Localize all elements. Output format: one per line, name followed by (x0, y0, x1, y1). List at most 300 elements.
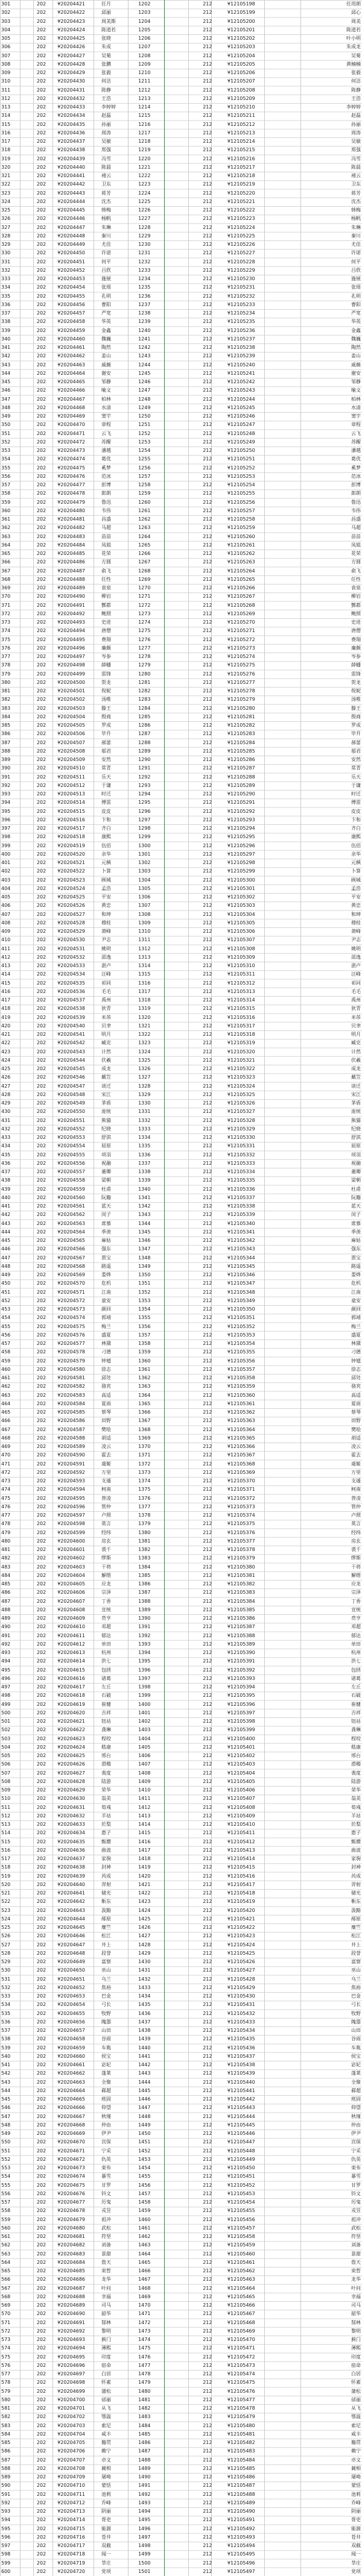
blank-cell[interactable] (176, 1923, 202, 1932)
row-number-cell[interactable]: 540 (1, 2053, 11, 2059)
parent-name-cell[interactable]: 郁达 (351, 1632, 361, 1638)
record-code-cell[interactable]: ¥12105310 (227, 963, 255, 968)
blank-cell[interactable] (283, 2456, 322, 2465)
blank-cell[interactable] (176, 1503, 202, 1511)
row-number-cell[interactable]: 414 (1, 971, 11, 977)
record-code-cell[interactable]: ¥12105295 (227, 834, 255, 840)
table-row[interactable] (0, 1889, 362, 1898)
group-code-cell[interactable]: 212 (203, 44, 212, 50)
class-code-cell[interactable]: 202 (36, 645, 46, 651)
class-code-cell[interactable]: 202 (36, 697, 46, 703)
row-number-cell[interactable]: 396 (1, 816, 11, 823)
blank-cell[interactable] (21, 1348, 36, 1356)
group-code-cell[interactable]: 212 (203, 791, 212, 797)
record-code-cell[interactable]: ¥12105402 (227, 1753, 255, 1758)
group-code-cell[interactable]: 212 (203, 929, 212, 934)
table-row[interactable] (0, 2293, 362, 2301)
blank-cell[interactable] (283, 2001, 322, 2009)
student-name-cell[interactable]: 符坚 (101, 2234, 112, 2239)
blank-cell[interactable] (176, 2413, 202, 2421)
student-name-cell[interactable]: 邱处 (101, 1375, 112, 1380)
blank-cell[interactable] (176, 1451, 202, 1459)
parent-name-cell[interactable]: 羊祜 (351, 1813, 361, 1819)
row-number-cell[interactable]: 352 (1, 439, 11, 445)
table-row[interactable] (0, 2155, 362, 2164)
blank-cell[interactable] (283, 1846, 322, 1855)
group-code-cell[interactable]: 212 (203, 456, 212, 462)
record-code-cell[interactable]: ¥12105479 (227, 2414, 255, 2420)
room-number-cell[interactable]: 1277 (138, 645, 151, 651)
record-code-cell[interactable]: ¥12105444 (227, 2113, 255, 2119)
blank-cell[interactable] (283, 1254, 322, 1262)
blank-cell[interactable] (176, 627, 202, 635)
parent-name-cell[interactable]: 邓超 (351, 1624, 361, 1630)
record-code-cell[interactable]: ¥12105335 (227, 1177, 255, 1183)
blank-cell[interactable] (283, 1623, 322, 1631)
table-row[interactable] (0, 541, 362, 550)
table-row[interactable] (0, 1863, 362, 1872)
record-code-cell[interactable]: ¥12105323 (227, 1074, 255, 1080)
student-id-cell[interactable]: ¥20204686 (57, 2277, 85, 2283)
table-row[interactable] (0, 34, 362, 43)
room-number-cell[interactable]: 1257 (138, 473, 151, 479)
student-id-cell[interactable]: ¥20204592 (57, 1469, 85, 1475)
class-code-cell[interactable]: 202 (36, 1727, 46, 1733)
blank-cell[interactable] (21, 678, 36, 687)
record-code-cell[interactable]: ¥12105256 (227, 499, 255, 505)
blank-cell[interactable] (176, 850, 202, 859)
table-row[interactable] (0, 2413, 362, 2421)
room-number-cell[interactable]: 1246 (138, 379, 151, 384)
student-name-cell[interactable]: 胥吏 (101, 2517, 112, 2523)
blank-cell[interactable] (283, 103, 322, 111)
student-id-cell[interactable]: ¥20204576 (57, 1332, 85, 1338)
blank-cell[interactable] (176, 1185, 202, 1194)
student-name-cell[interactable]: 曲波 (101, 1847, 112, 1853)
row-number-cell[interactable]: 345 (1, 379, 11, 384)
student-id-cell[interactable]: ¥20204446 (57, 216, 85, 222)
student-name-cell[interactable]: 栾布 (101, 2165, 112, 2170)
parent-name-cell[interactable]: 凌云 (351, 1444, 361, 1449)
blank-cell[interactable] (21, 2542, 36, 2550)
group-code-cell[interactable]: 212 (203, 267, 212, 273)
class-code-cell[interactable]: 202 (36, 250, 46, 256)
class-code-cell[interactable]: 202 (36, 1435, 46, 1441)
table-row[interactable] (0, 790, 362, 798)
student-id-cell[interactable]: ¥20204513 (57, 791, 85, 797)
group-code-cell[interactable]: 212 (203, 2509, 212, 2514)
parent-name-cell[interactable]: 云飞 (351, 430, 361, 436)
group-code-cell[interactable]: 212 (203, 533, 212, 539)
blank-cell[interactable] (283, 1915, 322, 1923)
parent-name-cell[interactable]: 范冰 (351, 473, 361, 479)
room-number-cell[interactable]: 1309 (138, 920, 151, 926)
parent-name-cell[interactable]: 乐天 (351, 774, 361, 780)
student-name-cell[interactable]: 严宽 (101, 310, 112, 316)
student-name-cell[interactable]: 鲁迅 (101, 499, 112, 505)
row-number-cell[interactable]: 545 (1, 2096, 11, 2102)
blank-cell[interactable] (21, 34, 36, 43)
blank-cell[interactable] (283, 1546, 322, 1554)
blank-cell[interactable] (283, 352, 322, 360)
student-name-cell[interactable]: 车胤 (101, 2045, 112, 2051)
blank-cell[interactable] (283, 34, 322, 43)
room-number-cell[interactable]: 1318 (138, 997, 151, 1003)
student-name-cell[interactable]: 隗嚣 (101, 2019, 112, 2025)
blank-cell[interactable] (283, 962, 322, 970)
row-number-cell[interactable]: 355 (1, 465, 11, 471)
record-code-cell[interactable]: ¥12105351 (227, 1315, 255, 1321)
blank-cell[interactable] (283, 1408, 322, 1417)
blank-cell[interactable] (176, 2404, 202, 2413)
table-row[interactable] (0, 1623, 362, 1631)
record-code-cell[interactable]: ¥12105468 (227, 2319, 255, 2325)
student-name-cell[interactable]: 束晳 (101, 2268, 112, 2274)
student-name-cell[interactable]: 钟馗 (101, 1358, 112, 1364)
blank-cell[interactable] (21, 550, 36, 558)
row-number-cell[interactable]: 360 (1, 507, 11, 513)
blank-cell[interactable] (283, 970, 322, 979)
group-code-cell[interactable]: 212 (203, 2002, 212, 2008)
group-code-cell[interactable]: 212 (203, 439, 212, 445)
room-number-cell[interactable]: 1486 (138, 2440, 151, 2445)
blank-cell[interactable] (283, 309, 322, 318)
blank-cell[interactable] (176, 1700, 202, 1709)
student-id-cell[interactable]: ¥20204458 (57, 319, 85, 325)
record-code-cell[interactable]: ¥12105397 (227, 1709, 255, 1716)
group-code-cell[interactable]: 212 (203, 1160, 212, 1166)
student-id-cell[interactable]: ¥20204425 (57, 36, 85, 41)
class-code-cell[interactable]: 202 (36, 1040, 46, 1046)
parent-name-cell[interactable]: 金鑫 (351, 327, 361, 333)
blank-cell[interactable] (21, 386, 36, 395)
room-number-cell[interactable]: 1478 (138, 2371, 151, 2377)
parent-name-cell[interactable]: 卫东 (351, 181, 361, 187)
blank-cell[interactable] (176, 2010, 202, 2018)
class-code-cell[interactable]: 202 (36, 1426, 46, 1432)
room-number-cell[interactable]: 1263 (138, 525, 151, 531)
blank-cell[interactable] (283, 1572, 322, 1580)
room-number-cell[interactable]: 1430 (138, 1959, 151, 1964)
blank-cell[interactable] (176, 2061, 202, 2069)
blank-cell[interactable] (21, 2370, 36, 2378)
record-code-cell[interactable]: ¥12105280 (227, 705, 255, 711)
parent-name-cell[interactable]: 房玄 (351, 1538, 361, 1544)
group-code-cell[interactable]: 212 (203, 2122, 212, 2128)
parent-name-cell[interactable]: 秦川 (351, 233, 361, 239)
blank-cell[interactable] (176, 481, 202, 489)
student-name-cell[interactable]: 蔺相 (101, 2465, 112, 2471)
row-number-cell[interactable]: 390 (1, 765, 11, 771)
student-id-cell[interactable]: ¥20204478 (57, 490, 85, 497)
table-row[interactable] (0, 1220, 362, 1228)
room-number-cell[interactable]: 1384 (138, 1564, 151, 1570)
student-name-cell[interactable]: 方圆 (101, 559, 112, 565)
parent-name-cell[interactable]: 封神 (351, 1864, 361, 1870)
student-name-cell[interactable]: 梁朝 (101, 1177, 112, 1183)
student-id-cell[interactable]: ¥20204710 (57, 2483, 85, 2489)
student-id-cell[interactable]: ¥20204549 (57, 1100, 85, 1106)
table-row[interactable] (0, 1185, 362, 1194)
student-name-cell[interactable]: 张瑶 (101, 284, 112, 290)
blank-cell[interactable] (176, 2439, 202, 2447)
blank-cell[interactable] (176, 2319, 202, 2327)
group-code-cell[interactable]: 212 (203, 731, 212, 737)
blank-cell[interactable] (176, 1794, 202, 1803)
parent-name-cell[interactable]: 戚薇 (351, 362, 361, 368)
parent-name-cell[interactable]: 贺龙 (351, 679, 361, 685)
group-code-cell[interactable]: 212 (203, 1847, 212, 1853)
table-row[interactable] (0, 309, 362, 318)
blank-cell[interactable] (176, 1572, 202, 1580)
class-code-cell[interactable]: 202 (36, 860, 46, 865)
blank-cell[interactable] (176, 1855, 202, 1863)
parent-name-cell[interactable]: 胥吏 (351, 2517, 361, 2523)
student-name-cell[interactable]: 廉颇 (101, 645, 112, 651)
blank-cell[interactable] (21, 2095, 36, 2104)
class-code-cell[interactable]: 202 (36, 937, 46, 943)
row-number-cell[interactable]: 439 (1, 1186, 11, 1192)
room-number-cell[interactable]: 1333 (138, 1126, 151, 1132)
table-row[interactable] (0, 575, 362, 584)
blank-cell[interactable] (21, 567, 36, 575)
group-code-cell[interactable]: 212 (203, 173, 212, 178)
group-code-cell[interactable]: 212 (203, 971, 212, 977)
room-number-cell[interactable]: 1338 (138, 1169, 151, 1174)
class-code-cell[interactable]: 202 (36, 1632, 46, 1638)
blank-cell[interactable] (176, 2456, 202, 2465)
record-code-cell[interactable]: ¥12105465 (227, 2293, 255, 2299)
group-code-cell[interactable]: 212 (203, 722, 212, 728)
blank-cell[interactable] (21, 1975, 36, 1984)
group-code-cell[interactable]: 212 (203, 988, 212, 994)
class-code-cell[interactable]: 202 (36, 1813, 46, 1819)
parent-name-cell[interactable]: 卜算 (351, 868, 361, 874)
blank-cell[interactable] (283, 2147, 322, 2155)
student-id-cell[interactable]: ¥20204614 (57, 1658, 85, 1664)
group-code-cell[interactable]: 212 (203, 1366, 212, 1372)
blank-cell[interactable] (283, 2216, 322, 2224)
class-code-cell[interactable]: 202 (36, 2234, 46, 2239)
class-code-cell[interactable]: 202 (36, 559, 46, 565)
row-number-cell[interactable]: 499 (1, 1701, 11, 1707)
student-id-cell[interactable]: ¥20204682 (57, 2242, 85, 2248)
record-code-cell[interactable]: ¥12105393 (227, 1675, 255, 1681)
student-id-cell[interactable]: ¥20204473 (57, 448, 85, 453)
blank-cell[interactable] (21, 2396, 36, 2404)
blank-cell[interactable] (176, 412, 202, 421)
parent-name-cell[interactable]: 班固 (351, 2096, 361, 2102)
student-name-cell[interactable]: 洪七 (101, 1658, 112, 1664)
blank-cell[interactable] (283, 919, 322, 927)
blank-cell[interactable] (21, 704, 36, 713)
group-code-cell[interactable]: 212 (203, 1761, 212, 1767)
class-code-cell[interactable]: 202 (36, 894, 46, 900)
room-number-cell[interactable]: 1274 (138, 619, 151, 625)
student-id-cell[interactable]: ¥20204547 (57, 1083, 85, 1089)
blank-cell[interactable] (283, 335, 322, 343)
class-code-cell[interactable]: 202 (36, 748, 46, 754)
parent-name-cell[interactable]: 钟馗 (351, 1358, 361, 1364)
student-name-cell[interactable]: 臧克 (101, 1040, 112, 1046)
blank-cell[interactable] (176, 1151, 202, 1159)
class-code-cell[interactable]: 202 (36, 173, 46, 178)
row-number-cell[interactable]: 400 (1, 851, 11, 857)
row-number-cell[interactable]: 507 (1, 1770, 11, 1776)
student-id-cell[interactable]: ¥20204612 (57, 1641, 85, 1647)
blank-cell[interactable] (176, 1400, 202, 1408)
blank-cell[interactable] (21, 1408, 36, 1417)
blank-cell[interactable] (21, 1614, 36, 1623)
row-number-cell[interactable]: 321 (1, 173, 11, 178)
class-code-cell[interactable]: 202 (36, 911, 46, 917)
blank-cell[interactable] (21, 2319, 36, 2327)
blank-cell[interactable] (283, 1211, 322, 1219)
group-code-cell[interactable]: 212 (203, 2251, 212, 2257)
blank-cell[interactable] (283, 1632, 322, 1640)
group-code-cell[interactable]: 212 (203, 61, 212, 67)
record-code-cell[interactable]: ¥12105487 (227, 2483, 255, 2489)
room-number-cell[interactable]: 1374 (138, 1478, 151, 1484)
student-id-cell[interactable]: ¥20204620 (57, 1709, 85, 1716)
student-name-cell[interactable]: 侯宝 (101, 2053, 112, 2059)
record-code-cell[interactable]: ¥12105442 (227, 2096, 255, 2102)
class-code-cell[interactable]: 202 (36, 533, 46, 539)
blank-cell[interactable] (283, 206, 322, 215)
blank-cell[interactable] (283, 859, 322, 867)
student-id-cell[interactable]: ¥20204585 (57, 1409, 85, 1415)
room-number-cell[interactable]: 1435 (138, 2002, 151, 2008)
record-code-cell[interactable]: ¥12105433 (227, 2019, 255, 2025)
group-code-cell[interactable]: 212 (203, 78, 212, 84)
record-code-cell[interactable]: ¥12105328 (227, 1117, 255, 1123)
record-code-cell[interactable]: ¥12105400 (227, 1735, 255, 1741)
blank-cell[interactable] (176, 2069, 202, 2078)
blank-cell[interactable] (176, 2361, 202, 2370)
blank-cell[interactable] (21, 1640, 36, 1649)
student-id-cell[interactable]: ¥20204613 (57, 1650, 85, 1655)
blank-cell[interactable] (21, 1133, 36, 1142)
student-id-cell[interactable]: ¥20204516 (57, 816, 85, 823)
blank-cell[interactable] (21, 927, 36, 936)
parent-name-cell[interactable]: 怀素 (351, 2380, 361, 2386)
blank-cell[interactable] (283, 1580, 322, 1588)
blank-cell[interactable] (176, 2568, 202, 2576)
blank-cell[interactable] (21, 498, 36, 507)
record-code-cell[interactable]: ¥12105478 (227, 2405, 255, 2411)
record-code-cell[interactable]: ¥12105434 (227, 2028, 255, 2033)
table-row[interactable] (0, 945, 362, 953)
student-name-cell[interactable]: 鄂温 (101, 2414, 112, 2420)
student-id-cell[interactable]: ¥20204627 (57, 1770, 85, 1776)
table-row[interactable] (0, 1022, 362, 1030)
blank-cell[interactable] (21, 1511, 36, 1520)
blank-cell[interactable] (283, 2533, 322, 2542)
student-name-cell[interactable]: 乐天 (101, 774, 112, 780)
class-code-cell[interactable]: 202 (36, 1701, 46, 1707)
student-id-cell[interactable]: ¥20204564 (57, 1229, 85, 1235)
row-number-cell[interactable]: 411 (1, 945, 11, 951)
parent-name-cell[interactable]: 舒淇 (351, 1135, 361, 1140)
parent-name-cell[interactable]: 裴度 (351, 1770, 361, 1776)
row-number-cell[interactable]: 498 (1, 1693, 11, 1699)
student-name-cell[interactable]: 凌云 (101, 1444, 112, 1449)
row-number-cell[interactable]: 533 (1, 1993, 11, 1999)
class-code-cell[interactable]: 202 (36, 1925, 46, 1930)
group-code-cell[interactable]: 212 (203, 860, 212, 865)
blank-cell[interactable] (176, 962, 202, 970)
parent-name-cell[interactable]: 娄烨 (351, 1272, 361, 1277)
record-code-cell[interactable]: ¥12105320 (227, 1048, 255, 1055)
record-code-cell[interactable]: ¥12105379 (227, 1555, 255, 1561)
table-row[interactable] (0, 2164, 362, 2172)
class-code-cell[interactable]: 202 (36, 336, 46, 342)
class-code-cell[interactable]: 202 (36, 224, 46, 230)
class-code-cell[interactable]: 202 (36, 2319, 46, 2325)
blank-cell[interactable] (21, 1743, 36, 1752)
blank-cell[interactable] (176, 2533, 202, 2542)
parent-name-cell[interactable]: 丁香 (351, 1598, 361, 1604)
parent-name-cell[interactable]: 井上 (351, 1941, 361, 1948)
blank-cell[interactable] (283, 1391, 322, 1400)
room-number-cell[interactable]: 1347 (138, 1246, 151, 1252)
room-number-cell[interactable]: 1248 (138, 396, 151, 402)
table-row[interactable] (0, 335, 362, 343)
student-id-cell[interactable]: ¥20204561 (57, 1203, 85, 1209)
student-name-cell[interactable]: 皮皮 (101, 808, 112, 814)
row-number-cell[interactable]: 546 (1, 2105, 11, 2111)
record-code-cell[interactable]: ¥12105270 (227, 619, 255, 625)
group-code-cell[interactable]: 212 (203, 284, 212, 290)
student-name-cell[interactable]: 井上 (101, 1941, 112, 1948)
blank-cell[interactable] (21, 636, 36, 644)
blank-cell[interactable] (283, 1082, 322, 1091)
blank-cell[interactable] (283, 1331, 322, 1340)
blank-cell[interactable] (176, 1331, 202, 1340)
parent-name-cell[interactable]: 车胤 (351, 2045, 361, 2051)
group-code-cell[interactable]: 212 (203, 1006, 212, 1012)
blank-cell[interactable] (283, 833, 322, 841)
student-name-cell[interactable]: 蔡琴 (101, 1409, 112, 1415)
room-number-cell[interactable]: 1398 (138, 1684, 151, 1690)
group-code-cell[interactable]: 212 (203, 1135, 212, 1140)
class-code-cell[interactable]: 202 (36, 2448, 46, 2454)
row-number-cell[interactable]: 550 (1, 2139, 11, 2145)
student-name-cell[interactable]: 滑稽 (101, 1761, 112, 1767)
blank-cell[interactable] (176, 2516, 202, 2524)
class-code-cell[interactable]: 202 (36, 782, 46, 788)
row-number-cell[interactable]: 501 (1, 1719, 11, 1724)
group-code-cell[interactable]: 212 (203, 1083, 212, 1089)
room-number-cell[interactable]: 1371 (138, 1452, 151, 1458)
student-name-cell[interactable]: 邢台 (101, 1753, 112, 1758)
row-number-cell[interactable]: 573 (1, 2337, 11, 2342)
row-number-cell[interactable]: 310 (1, 78, 11, 84)
record-code-cell[interactable]: ¥12105253 (227, 473, 255, 479)
group-code-cell[interactable]: 212 (203, 1143, 212, 1149)
student-id-cell[interactable]: ¥20204421 (57, 1, 85, 7)
group-code-cell[interactable]: 212 (203, 396, 212, 402)
class-code-cell[interactable]: 202 (36, 139, 46, 144)
group-code-cell[interactable]: 212 (203, 242, 212, 247)
blank-cell[interactable] (176, 1099, 202, 1108)
table-row[interactable] (0, 2181, 362, 2190)
class-code-cell[interactable]: 202 (36, 1461, 46, 1467)
blank-cell[interactable] (176, 575, 202, 584)
student-id-cell[interactable]: ¥20204719 (57, 2560, 85, 2566)
blank-cell[interactable] (283, 678, 322, 687)
group-code-cell[interactable]: 212 (203, 782, 212, 788)
